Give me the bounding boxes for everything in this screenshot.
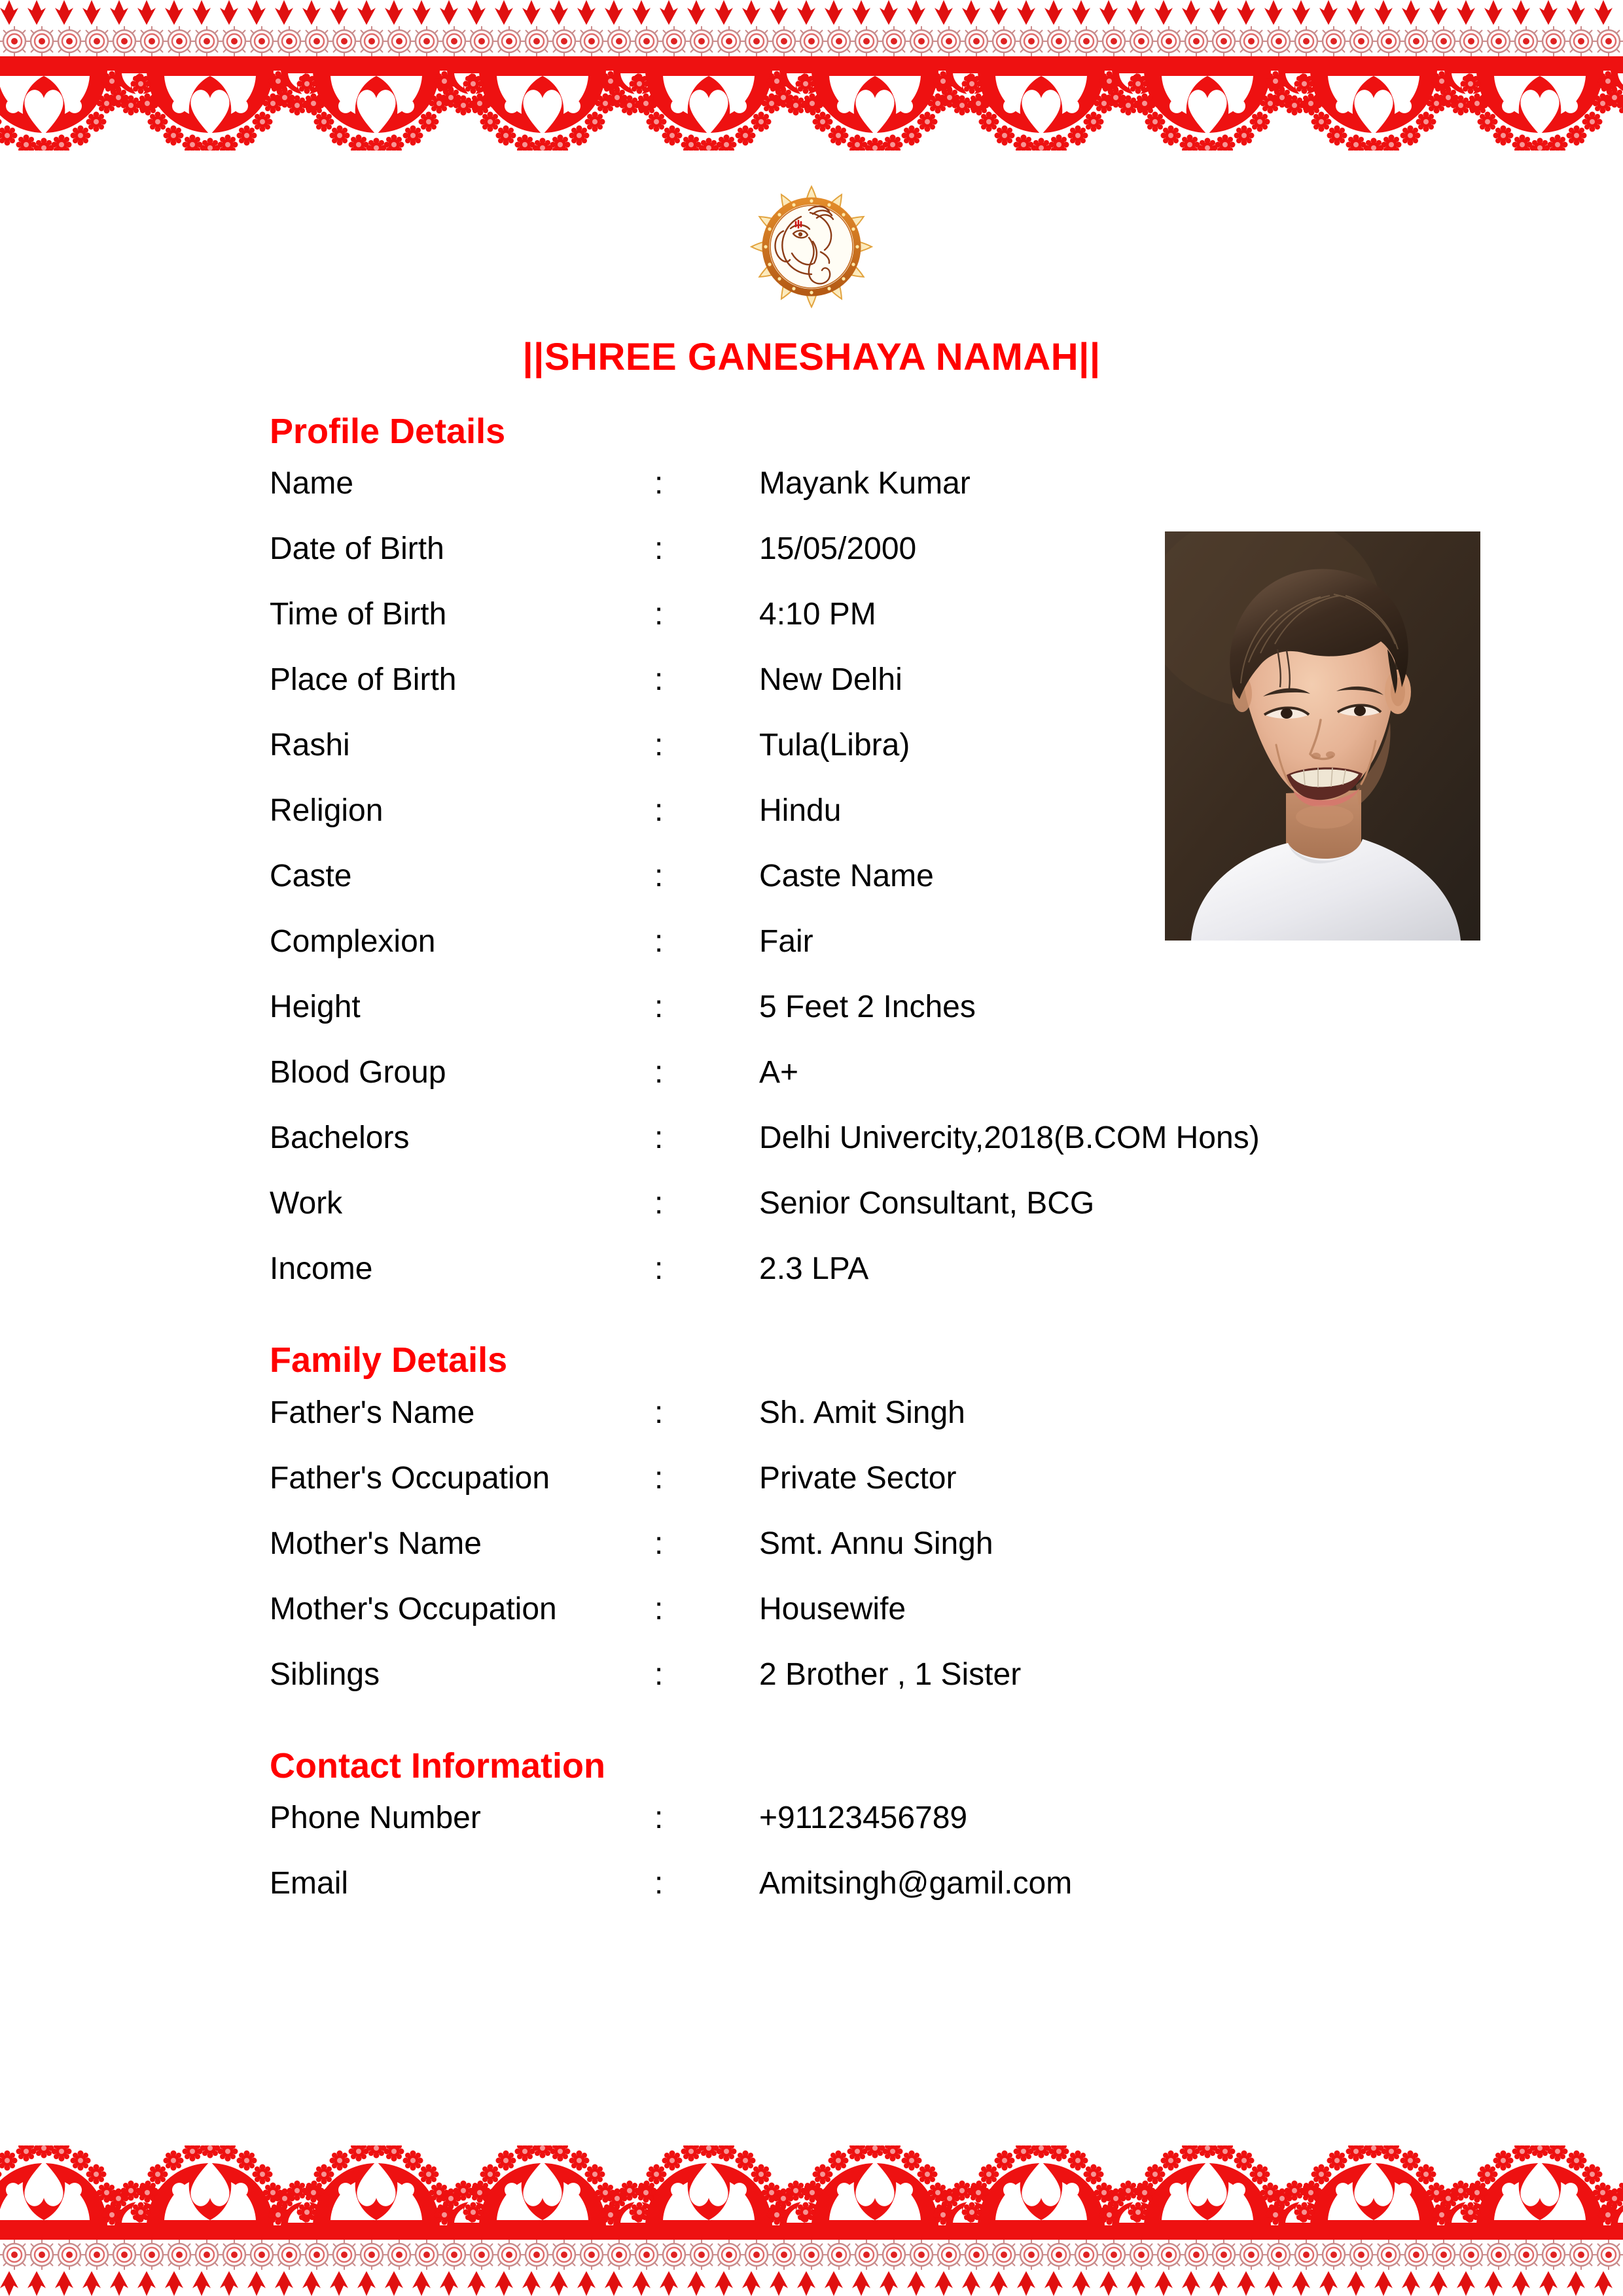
field-separator: :	[654, 1866, 664, 1901]
table-row	[0, 1188, 1623, 1253]
field-value: 4:10 PM	[759, 597, 876, 632]
field-value: Housewife	[759, 1591, 906, 1626]
field-separator: :	[654, 1591, 664, 1626]
section-contact-information	[0, 1747, 1623, 1933]
field-separator: :	[654, 466, 664, 501]
field-separator: :	[654, 597, 664, 632]
field-value: Smt. Annu Singh	[759, 1526, 993, 1561]
section-family-details	[0, 1341, 1623, 1724]
table-row	[0, 1397, 1623, 1463]
field-separator: :	[654, 1251, 664, 1287]
field-value: 15/05/2000	[759, 531, 917, 567]
family-details-rows	[0, 1397, 1623, 1725]
field-label: Email	[270, 1866, 349, 1901]
field-value: Fair	[759, 924, 813, 960]
field-value: 2.3 LPA	[759, 1251, 869, 1287]
field-label: Siblings	[270, 1657, 380, 1692]
field-value: Private Sector	[759, 1460, 957, 1496]
table-row	[0, 795, 1623, 861]
field-label: Mother's Name	[270, 1526, 482, 1561]
field-label: Blood Group	[270, 1055, 446, 1090]
field-label: Height	[270, 990, 361, 1025]
table-row	[0, 599, 1623, 664]
field-value: A+	[759, 1055, 799, 1090]
table-row	[0, 1868, 1623, 1933]
field-value: Delhi Univercity,2018(B.COM Hons)	[759, 1121, 1260, 1156]
bottom-decorative-border	[0, 2145, 1623, 2296]
field-separator: :	[654, 1395, 664, 1430]
field-label: Date of Birth	[270, 531, 444, 567]
biodata-content	[0, 412, 1623, 1933]
table-row	[0, 1122, 1623, 1188]
phone-number-value: +91123456789	[759, 1801, 968, 1836]
section-heading-family-details: Family Details	[270, 1340, 508, 1380]
field-label: Place of Birth	[270, 662, 457, 698]
field-label: Father's Name	[270, 1395, 475, 1430]
table-row	[0, 468, 1623, 533]
table-row	[0, 1528, 1623, 1594]
section-profile-details	[0, 412, 1623, 1319]
section-heading-contact-information: Contact Information	[270, 1746, 605, 1785]
field-label: Religion	[270, 793, 383, 829]
field-separator: :	[654, 1526, 664, 1561]
profile-details-rows	[0, 468, 1623, 1319]
table-row	[0, 992, 1623, 1057]
field-label: Mother's Occupation	[270, 1591, 557, 1626]
field-label: Father's Occupation	[270, 1460, 550, 1496]
table-row	[0, 1803, 1623, 1868]
field-label: Work	[270, 1186, 343, 1221]
field-label: Bachelors	[270, 1121, 410, 1156]
table-row	[0, 1057, 1623, 1122]
field-separator: :	[654, 1055, 664, 1090]
table-row	[0, 861, 1623, 926]
contact-information-rows	[0, 1803, 1623, 1933]
page-title: ||SHREE GANESHAYA NAMAH||	[522, 336, 1101, 378]
section-heading-profile-details: Profile Details	[270, 412, 506, 451]
field-separator: :	[654, 1186, 664, 1221]
table-row	[0, 664, 1623, 730]
field-separator: :	[654, 990, 664, 1025]
field-value: Sh. Amit Singh	[759, 1395, 965, 1430]
field-separator: :	[654, 859, 664, 894]
table-row	[0, 1253, 1623, 1319]
table-row	[0, 926, 1623, 992]
field-value: Senior Consultant, BCG	[759, 1186, 1095, 1221]
field-separator: :	[654, 924, 664, 960]
email-value: Amitsingh@gamil.com	[759, 1866, 1073, 1901]
field-separator: :	[654, 793, 664, 829]
field-label: Name	[270, 466, 354, 501]
table-row	[0, 533, 1623, 599]
field-separator: :	[654, 1460, 664, 1496]
field-label: Time of Birth	[270, 597, 447, 632]
field-separator: :	[654, 1657, 664, 1692]
field-separator: :	[654, 531, 664, 567]
field-value: Mayank Kumar	[759, 466, 971, 501]
table-row	[0, 1591, 1623, 1659]
field-separator: :	[654, 1121, 664, 1156]
field-value: 2 Brother , 1 Sister	[759, 1657, 1022, 1692]
ganesha-lotus-emblem-icon	[710, 162, 913, 331]
field-label: Phone Number	[270, 1801, 481, 1836]
field-value: Caste Name	[759, 859, 934, 894]
field-label: Rashi	[270, 728, 350, 763]
field-separator: :	[654, 662, 664, 698]
field-separator: :	[654, 1801, 664, 1836]
field-value: Hindu	[759, 793, 842, 829]
field-label: Caste	[270, 859, 352, 894]
field-value: Tula(Libra)	[759, 728, 910, 763]
field-label: Complexion	[270, 924, 436, 960]
table-row	[0, 1659, 1623, 1725]
table-row	[0, 1460, 1623, 1528]
field-value: New Delhi	[759, 662, 902, 698]
top-decorative-border	[0, 0, 1623, 151]
field-value: 5 Feet 2 Inches	[759, 990, 976, 1025]
field-label: Income	[270, 1251, 373, 1287]
table-row	[0, 730, 1623, 795]
field-separator: :	[654, 728, 664, 763]
